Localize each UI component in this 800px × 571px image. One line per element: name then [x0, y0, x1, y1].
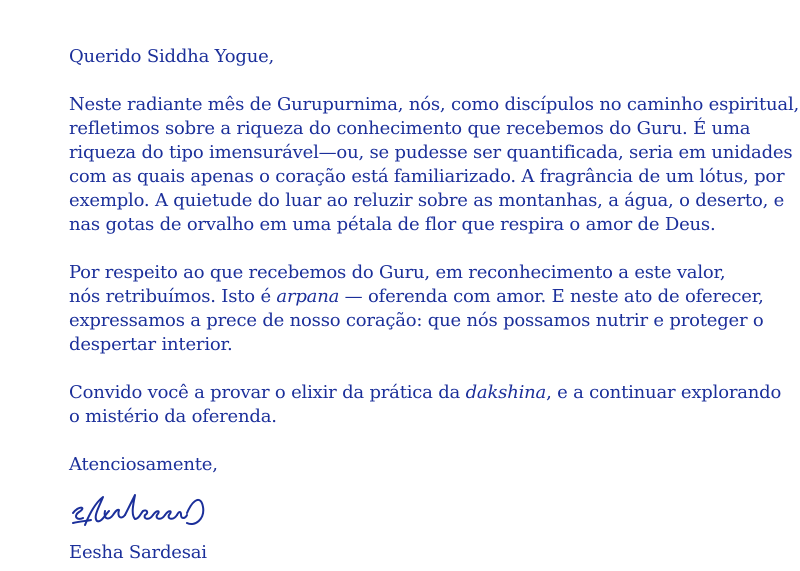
paragraph-3-text: Convido você a provar o elixir da prática da [69, 382, 466, 403]
paragraph-2 [69, 261, 769, 357]
paragraph-1-line: Neste radiante mês de Gurupurnima, nós, como discípulos no caminho espiritual, [69, 94, 800, 115]
paragraph-2-line: Por respeito ao que recebemos do Guru, em reconhecimento a este valor, [69, 262, 726, 283]
paragraph-3-line: o mistério da oferenda. [69, 406, 277, 427]
paragraph-1-line: nas gotas de orvalho em uma pétala de flor que respira o amor de Deus. [69, 214, 716, 235]
paragraph-2-text: — oferenda com amor. E neste ato de oferecer, [339, 286, 764, 307]
paragraph-1-line: refletimos sobre a riqueza do conhecimento que recebemos do Guru. É uma [69, 118, 751, 139]
paragraph-3-line [69, 381, 782, 405]
arpana-term: arpana [276, 286, 340, 307]
paragraph-3-text: , e a continuar explorando [546, 382, 782, 403]
letter [69, 45, 800, 565]
paragraph-2-line [69, 285, 769, 309]
signer-name: Eesha Sardesai [69, 542, 207, 563]
paragraph-1-line: exemplo. A quietude do luar ao reluzir sobre as montanhas, a água, o deserto, e [69, 190, 785, 211]
paragraph-1 [69, 93, 800, 237]
paragraph-2-line: expressamos a prece de nosso coração: que nós possamos nutrir e proteger o [69, 310, 764, 331]
closing: Atenciosamente, [69, 454, 218, 475]
paragraph-1-line: com as quais apenas o coração está familiarizado. A fragrância de um lótus, por [69, 166, 785, 187]
paragraph-3 [69, 381, 782, 429]
handwritten-signature [69, 485, 209, 535]
paragraph-2-text: nós retribuímos. Isto é [69, 286, 277, 307]
greeting: Querido Siddha Yogue, [69, 46, 275, 67]
paragraph-1-line: riqueza do tipo imensurável—ou, se pudesse ser quantificada, seria em unidades [69, 142, 793, 163]
paragraph-2-line: despertar interior. [69, 334, 233, 355]
dakshina-term: dakshina [465, 382, 547, 403]
